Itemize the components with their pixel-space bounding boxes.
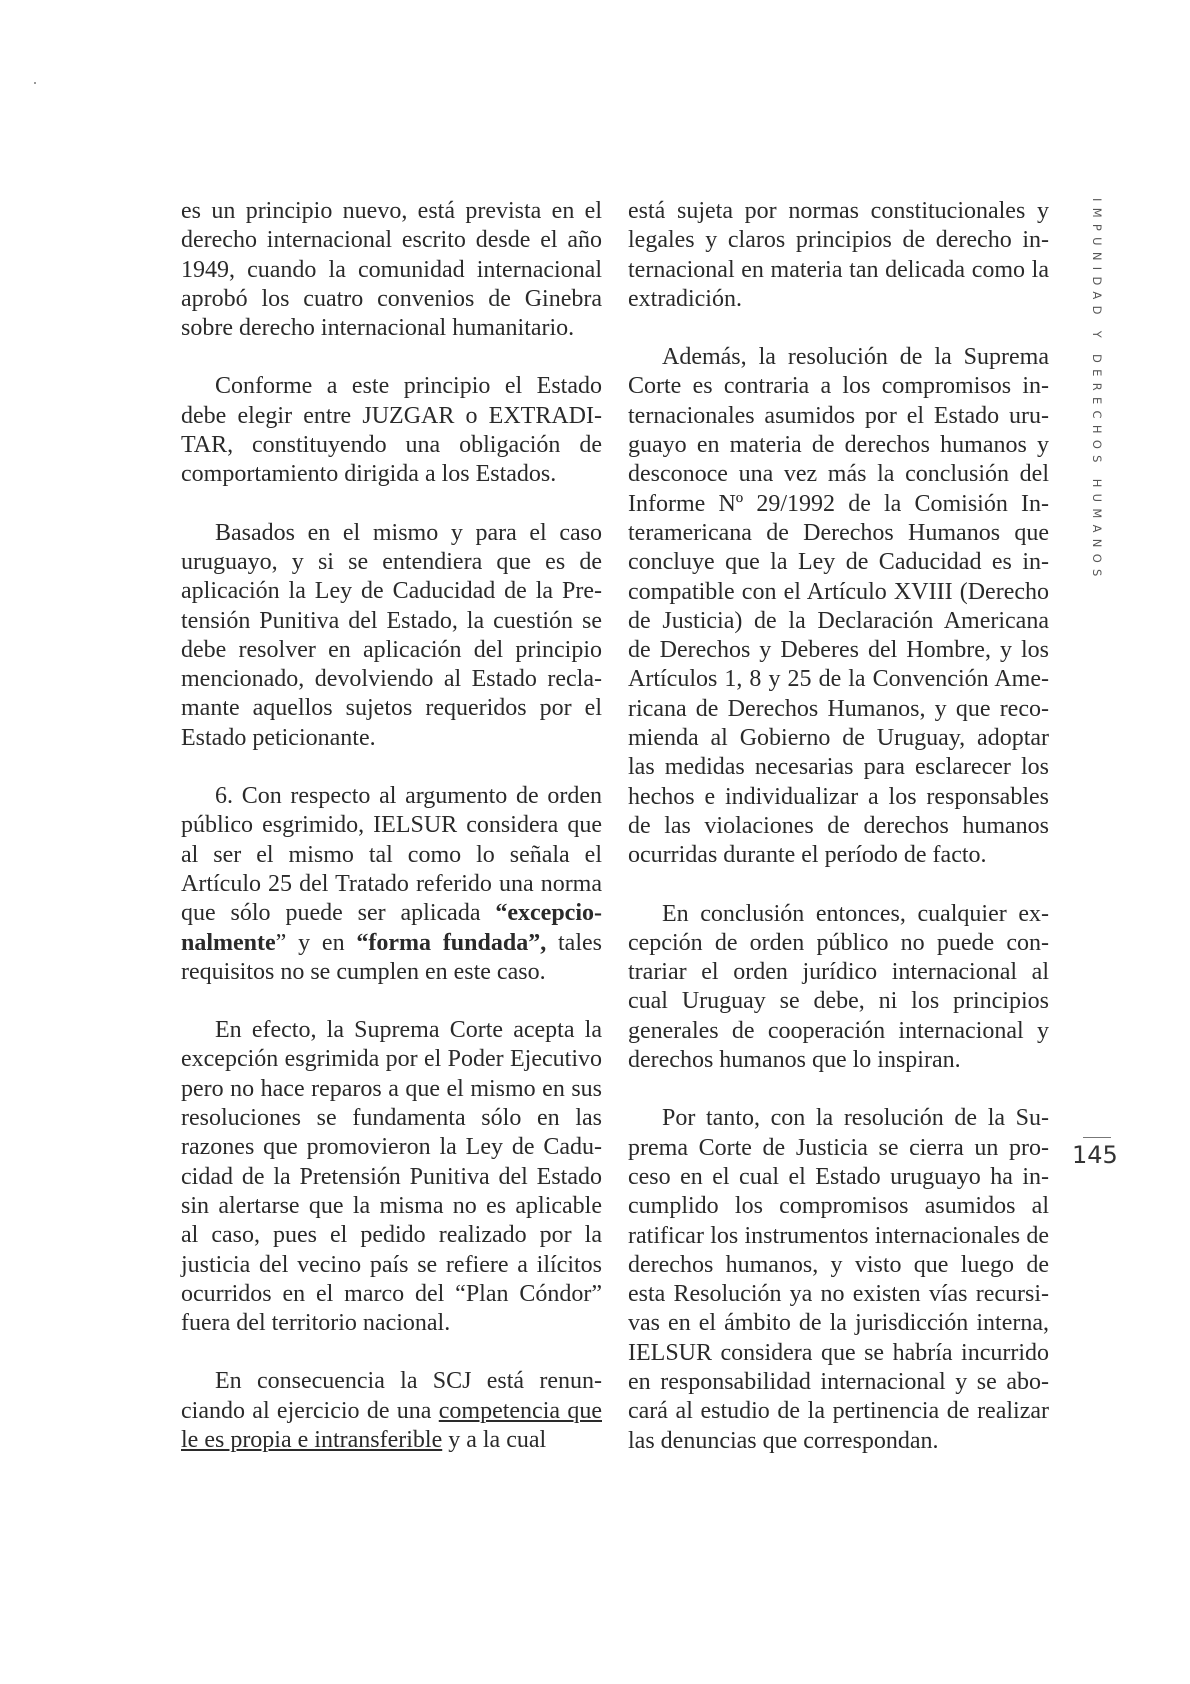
page-number: 145 [1072,1141,1118,1169]
paragraph-text: tales requisitos no se cumplen en este caso. [181,929,602,985]
paragraph: está sujeta por normas constitucionales y legales y claros principios de derecho internacional en materia tan delicada como la extradición. [628,198,1049,312]
paragraph [181,1367,602,1455]
paragraph: En efecto, la Suprema Corte acepta la excepción esgrimida por el Poder Ejecutivo pero no hace reparos a que el mismo en sus resoluciones se fundamenta sólo en las razones que promovieron la Ley de Caducidad de la Pretensión Punitiva del Estado sin alertarse que la misma no es aplicable al caso, pues el pedido realizado por la justicia del vecino país se refiere a ilícitos ocurridos en el marco del “Plan Cóndor” fuera del territorio nacional. [181,1017,602,1337]
underlined-phrase: competencia que le es propia e intransferible [181,1397,602,1453]
paragraph: Por tanto, con la resolución de la Suprema Corte de Justicia se cierra un proceso en el cual el Estado uruguayo ha incumplido los compromisos asumidos al ratificar los instrumentos internacionales de derechos humanos, y visto que luego de esta Resolución ya no existen vías recursivas en el ámbito de la jurisdicción interna, IELSUR considera que se habría incurrido en responsabilidad internacional y se abocará al estudio de la pertinencia de realizar las denuncias que correspondan. [628,1105,1049,1454]
paragraph-text: y a la cual [442,1426,547,1453]
paragraph: Conforme a este principio el Estado debe elegir entre JUZGAR o EXTRADITAR, constituyendo una obligación de comportamiento dirigida a los Estados. [181,373,602,488]
paragraph-text: 6. Con respecto al argumento de orden público esgrimido, IELSUR considera que al ser el mismo tal como lo señala el Artículo 25 del Tratado referido una norma que sólo puede ser aplicada [181,783,602,927]
paragraph: En conclusión entonces, cualquier excepción de orden público no puede contrariar el orden jurídico internacional al cual Uruguay se debe, ni los principios generales de cooperación internacional y derechos humanos que lo inspiran. [628,900,1049,1074]
corner-mark [34,82,36,84]
right-column [628,197,1049,1456]
bold-phrase: “excepcionalmente [181,900,602,956]
page-number-rule [1083,1137,1111,1138]
paragraph-text: En consecuencia la SCJ está renunciando al ejercicio de una [181,1368,602,1424]
paragraph: Basados en el mismo y para el caso uruguayo, y si se entendiera que es de aplicación la Ley de Caducidad de la Pretensión Punitiva del Estado, la cuestión se debe resolver en aplicación del principio mencionado, devolviendo al Estado reclamante aquellos sujetos requeridos por el Estado peticionante. [181,519,602,751]
paragraph: Además, la resolución de la Suprema Corte es contraria a los compromisos internacionales asumidos por el Estado uruguayo en materia de derechos humanos y desconoce una vez más la conclusión del Informe Nº 29/1992 de la Comisión Interamericana de Derechos Humanos que concluye que la Ley de Caducidad es incompatible con el Artículo XVIII (Derecho de Justicia) de la Declaración Americana de Derechos y Deberes del Hombre, y los Artículos 1, 8 y 25 de la Convención Americana de Derechos Humanos, y que recomienda al Gobierno de Uruguay, adoptar las medidas necesarias para esclarecer los hechos e individualizar a los responsables de las violaciones de derechos humanos ocurridas durante el período de facto. [628,344,1049,869]
left-column [181,197,602,1455]
running-head: IMPUNIDAD Y DERECHOS HUMANOS [1090,198,1104,583]
bold-phrase: “forma fundada”, [356,929,547,956]
paragraph-text: ” y en [275,929,357,956]
paragraph: es un principio nuevo, está prevista en el derecho internacional escrito desde el año 1949, cuando la comunidad internacional aprobó los cuatro convenios de Ginebra sobre derecho internacional humanitario. [181,198,602,342]
paragraph [181,782,602,987]
